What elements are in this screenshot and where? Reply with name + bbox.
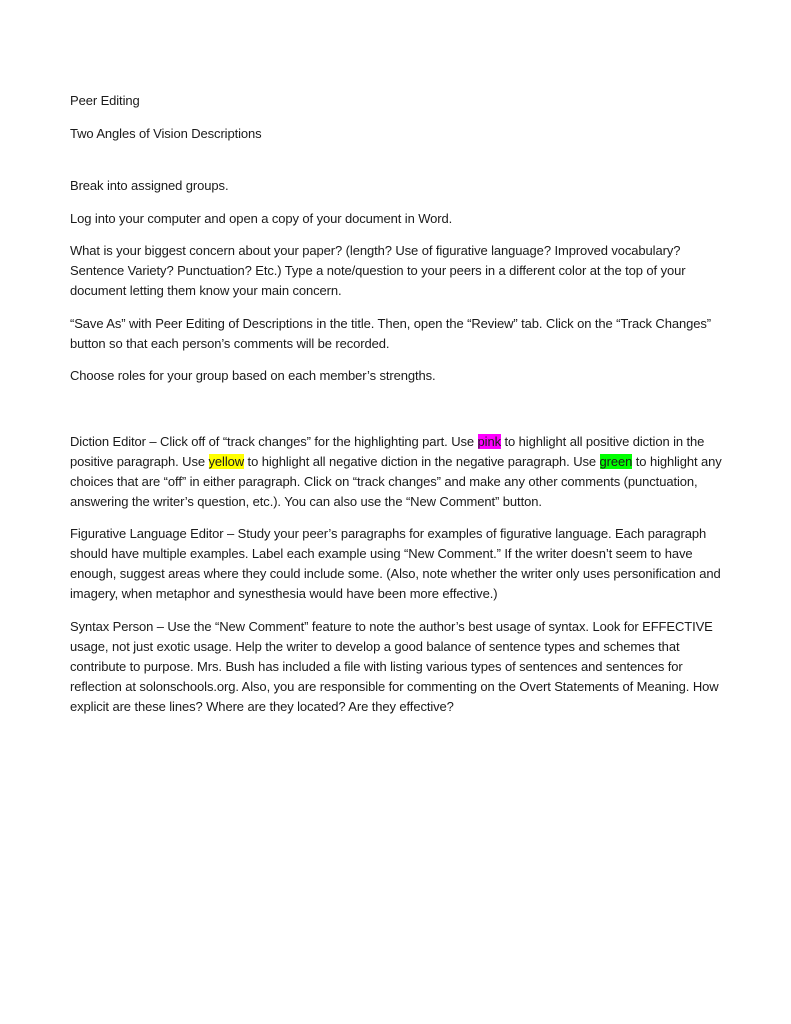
diction-text-4: to highlight any choices that are “off” in either paragraph. Click on “track changes” and make any other comments (punctuation, answering the writer’s question, etc.). You can also use the “New Comment” button.: [70, 453, 722, 509]
diction-editor-paragraph: [70, 432, 722, 512]
yellow-highlight: yellow: [208, 453, 245, 469]
step-break-into-groups: Break into assigned groups.: [70, 178, 229, 193]
document-title: Peer Editing: [70, 93, 140, 108]
step-biggest-concern: What is your biggest concern about your paper? (length? Use of figurative language? Improved vocabulary? Sentence Variety? Punctuation? Etc.) Type a note/question to your peers in a different color at the top of your document letting them know your main concern.: [70, 243, 686, 298]
green-highlight: green: [599, 453, 633, 469]
diction-text-1: Diction Editor – Click off of “track changes” for the highlighting part. Use: [70, 433, 478, 449]
blank-line: [70, 156, 722, 176]
step-log-in: Log into your computer and open a copy of your document in Word.: [70, 210, 453, 226]
document-subtitle: Two Angles of Vision Descriptions: [70, 125, 262, 141]
step-save-as: “Save As” with Peer Editing of Descriptions in the title. Then, open the “Review” tab. Click on the “Track Changes” button so that each person’s comments will be recorded.: [70, 315, 711, 351]
pink-highlight: pink: [477, 433, 501, 449]
diction-text-2: to highlight all positive diction in the positive paragraph. Use: [70, 433, 705, 469]
document-page: [70, 91, 722, 729]
syntax-person-paragraph: Syntax Person – Use the “New Comment” feature to note the author’s best usage of syntax. Look for EFFECTIVE usage, not just exotic usage. Help the writer to develop a good balance of sentence types and schemes that contribute to purpose. Mrs. Bush has included a file with listing various types of sentences and sentences for reflection at solonschools.org. Also, you are responsible for commenting on the Overt Statements of Meaning. How explicit are these lines? Where are they located? Are they effective?: [70, 618, 719, 714]
figurative-language-editor-paragraph: Figurative Language Editor – Study your peer’s paragraphs for examples of figurative language. Each paragraph should have multiple examples. Label each example using “New Comment.” If the writer doesn’t seem to have enough, suggest areas where they could include some. (Also, note whether the writer only uses personification and imagery, when metaphor and synesthesia would have been more effective.): [70, 526, 721, 601]
blank-line: [70, 399, 722, 432]
step-choose-roles: Choose roles for your group based on each member’s strengths.: [70, 368, 436, 383]
diction-text-3: to highlight all negative diction in the negative paragraph. Use: [244, 453, 600, 469]
